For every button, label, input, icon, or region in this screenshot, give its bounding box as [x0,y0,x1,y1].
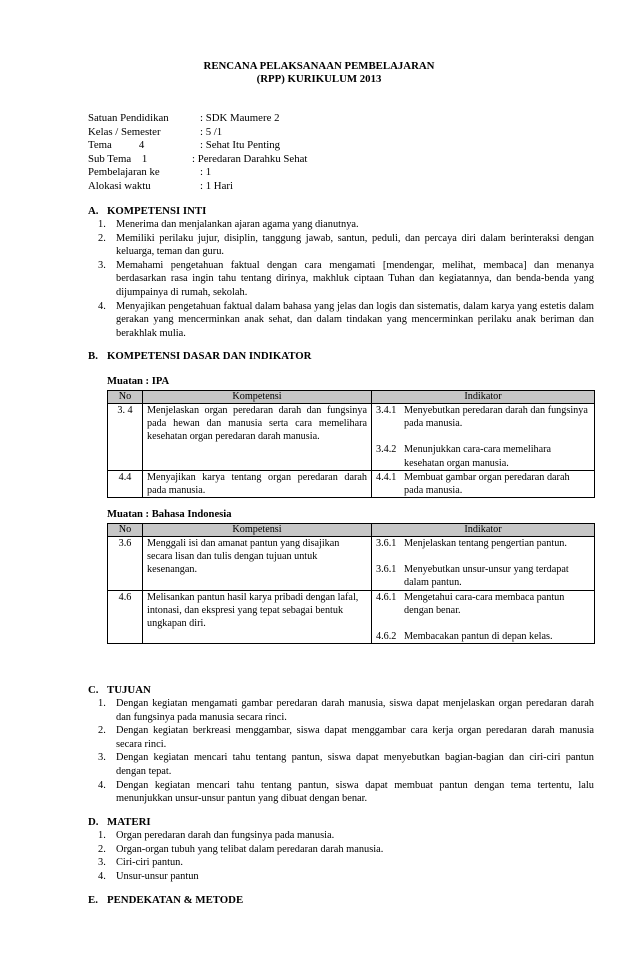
section-d-heading: D. MATERI [88,816,151,828]
document-title: RENCANA PELAKSANAAN PEMBELAJARAN [203,60,435,72]
list-item: 4. Unsur-unsur pantun [98,870,199,882]
list-item: 2. Memiliki perilaku jujur, disiplin, tanggung jawab, santun, peduli, dan percaya diri dalam berinteraksi dengan keluarga, teman dan guru. [98,232,594,258]
list-item: 1. Menerima dan menjalankan ajaran agama yang dianutnya. [98,219,359,230]
indicator-item: 3.4.1 Menyebutkan peredaran darah dan fungsinya pada manusia. [376,405,588,430]
indicator-item: 3.4.2 Menunjukkan cara-cara memelihara kesehatan organ manusia. [376,444,552,469]
col-kompetensi: Kompetensi [143,524,372,537]
section-c-heading: C. TUJUAN [88,684,151,696]
col-no: No [108,391,143,404]
tujuan-list [98,697,594,806]
table-row: 4.4 Menyajikan karya tentang organ peredaran darah pada manusia. 4.4.1 Membuat gambar organ peredaran darah pada manusia. [108,470,595,497]
list-item: 3. Memahami pengetahuan faktual dengan cara mengamati [mendengar, melihat, membaca] dan menanya berdasarkan rasa ingin tahu tentang dirinya, makhluk ciptaan Tuhan dan kegiatannya, dan benda-benda yang dijumpainya di rumah, sekolah. [98,259,594,298]
document-subtitle: (RPP) KURIKULUM 2013 [256,73,382,85]
indicator-item: 3.6.1 Menjelaskan tentang pengertian pantun. [376,538,567,549]
materi-list [98,829,594,883]
col-indikator: Indikator [372,524,595,537]
list-item: 2. Dengan kegiatan berkreasi menggambar, siswa dapat menggambar cara kerja organ peredaran darah manusia secara rinci. [98,725,594,750]
indicator-item: 3.6.1 Menyebutkan unsur-unsur yang terdapat dalam pantun. [376,564,569,589]
table-row: 4.6 Melisankan pantun hasil karya pribadi dengan lafal, intonasi, dan ekspresi yang tepat sebagai bentuk ungkapan diri. 4.6.1 Mengetahui cara-cara membaca pantun dengan benar. 4.6.2 Membacakan pantun di depan kelas. [108,590,595,644]
bahasa-indonesia-table [107,523,595,644]
list-item: 1. Organ peredaran darah dan fungsinya pada manusia. [98,830,335,841]
col-indikator: Indikator [372,391,595,404]
section-e-heading: E. PENDEKATAN & METODE [88,894,244,906]
ipa-table [107,390,595,498]
col-no: No [108,524,143,537]
document-page: RENCANA PELAKSANAAN PEMBELAJARAN (RPP) KURIKULUM 2013 Satuan Pendidikan : SDK Maumere 2 Kelas / Semester : 5 /1 Tema 4 : Sehat Itu Penting Sub Tema 1 : Peredaran Darahku Sehat Pembelajaran ke : 1 Alokasi waktu : 1 Hari A. KOMPETENSI INTI 1. Menerima dan menjalankan ajaran agama yang dianutnya. 2. Memiliki perilaku jujur, disiplin, tanggung jawab, santun, peduli, dan percaya diri dalam berinteraksi dengan keluarga, teman dan guru. 3. Memahami pengetahuan faktual dengan cara mengamati [mendengar, melihat, membaca] dan menanya berdasarkan rasa ingin tahu tentang dirinya, makhluk ciptaan Tuhan dan kegiatannya, dan benda-benda yang dijumpainya di rumah, sekolah. 4. Menyajikan pengetahuan faktual dalam bahasa yang jelas dan logis dan sistematis, dalam karya yang estetis dalam gerakan yang mencerminkan anak sehat, dan dalam tindakan yang mencerminkan perilaku anak beriman dan berakhlak mulia. B. KOMPETENSI DASAR DAN INDIKATOR Muatan : IPA No Kompetensi Indikator 3. 4 Menjelaskan organ peredaran darah dan fungsinya pada hewan dan manusia serta cara memelihara kesehatan organ peredaran darah manusia. 3.4.1 Menyebutkan peredaran darah dan fungsinya pada manusia. 3.4.2 Menunjukkan cara-cara memelihara kesehatan organ manusia. 4.4 Menyajikan karya tentang organ peredaran darah pada manusia. 4.4.1 Membuat gambar organ peredaran darah pada manusia. Muatan : Bahasa Indonesia No Kompetensi Indikator 3.6 Menggali isi dan amanat pantun yang disajikan secara lisan dan tulis dengan tujuan untuk kesenangan. 3.6.1 Menjelaskan tentang pengertian pantun. 3.6.1 Menyebutkan unsur-unsur yang terdapat dalam pantun. 4.6 Melisankan pantun hasil karya pribadi dengan lafal, intonasi, dan ekspresi yang tepat sebagai bentuk ungkapan diri. 4.6.1 Mengetahui cara-cara membaca pantun dengan benar. 4.6.2 Membacakan pantun di depan kelas. C. TUJUAN 1. Dengan kegiatan mengamati gambar peredaran darah manusia, siswa dapat menjelaskan organ peredaran darah dan fungsinya pada manusia secara rinci. 2. Dengan kegiatan berkreasi menggambar, siswa dapat menggambar cara kerja organ peredaran darah manusia secara rinci. 3. Dengan kegiatan mencari tahu tentang pantun, siswa dapat menyebutkan bagian-bagian dan ciri-ciri pantun dengan tepat. 4. Dengan kegiatan mencari tahu tentang pantun, siswa dapat membuat pantun dengan tema tertentu, lalu menunjukkan unsur-unsur pantun yang dibuat dengan benar. D. MATERI 1. Organ peredaran darah dan fungsinya pada manusia. 2. Organ-organ tubuh yang telibat dalam peredaran darah manusia. 3. Ciri-ciri pantun. 4. Unsur-unsur pantun E. PENDEKATAN & METODE [0,0,638,975]
col-kompetensi: Kompetensi [143,391,372,404]
list-item: 2. Organ-organ tubuh yang telibat dalam peredaran darah manusia. [98,843,384,855]
table-row: 3. 4 Menjelaskan organ peredaran darah dan fungsinya pada hewan dan manusia serta cara memelihara kesehatan organ peredaran darah manusia. 3.4.1 Menyebutkan peredaran darah dan fungsinya pada manusia. 3.4.2 Menunjukkan cara-cara memelihara kesehatan organ manusia. [108,404,595,471]
section-b-heading: B. KOMPETENSI DASAR DAN INDIKATOR [88,350,312,362]
table-header-row [108,391,595,404]
section-a-heading: A. KOMPETENSI INTI [88,205,207,217]
list-item: 4. Menyajikan pengetahuan faktual dalam bahasa yang jelas dan logis dan sistematis, dalam karya yang estetis dalam gerakan yang mencerminkan anak sehat, dan dalam tindakan yang mencerminkan perilaku anak beriman dan berakhlak mulia. [98,300,594,339]
list-item: 4. Dengan kegiatan mencari tahu tentang pantun, siswa dapat membuat pantun dengan tema tertentu, lalu menunjukkan unsur-unsur pantun yang dibuat dengan benar. [98,779,594,805]
list-item: 3. Ciri-ciri pantun. [98,857,183,869]
list-item: 3. Dengan kegiatan mencari tahu tentang pantun, siswa dapat menyebutkan bagian-bagian dan ciri-ciri pantun dengan tepat. [98,752,594,777]
indicator-item: 4.4.1 Membuat gambar organ peredaran darah pada manusia. [376,471,570,497]
table-header-row [108,524,595,537]
indicator-item: 4.6.2 Membacakan pantun di depan kelas. [376,631,553,643]
list-item: 1. Dengan kegiatan mengamati gambar peredaran darah manusia, siswa dapat menjelaskan organ peredaran darah dan fungsinya pada manusia secara rinci. [98,698,594,723]
muatan-bindo-label: Muatan : Bahasa Indonesia [107,509,232,520]
kompetensi-inti-list [98,218,594,340]
muatan-ipa-label: Muatan : IPA [107,376,170,387]
indicator-item: 4.6.1 Mengetahui cara-cara membaca pantun dengan benar. [376,591,565,616]
table-row: 3.6 Menggali isi dan amanat pantun yang disajikan secara lisan dan tulis dengan tujuan untuk kesenangan. 3.6.1 Menjelaskan tentang pengertian pantun. 3.6.1 Menyebutkan unsur-unsur yang terdapat dalam pantun. [108,537,595,591]
